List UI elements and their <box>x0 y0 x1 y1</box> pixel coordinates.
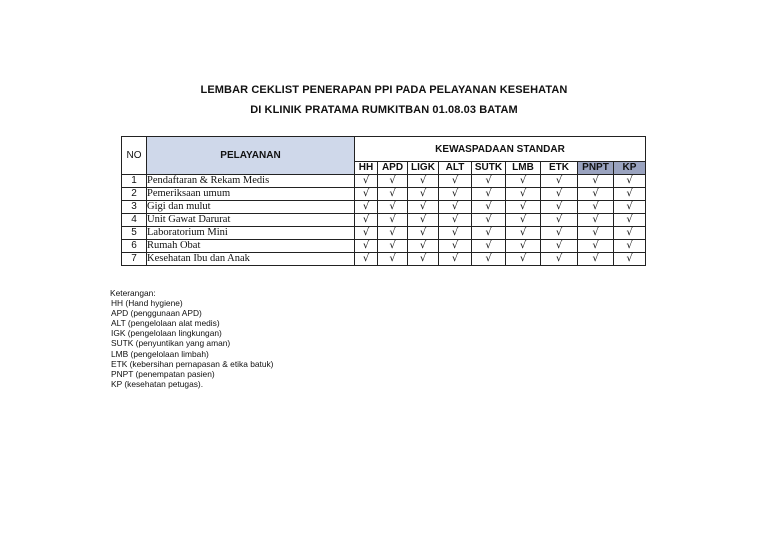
check-mark: √ <box>472 240 506 253</box>
check-mark: √ <box>408 227 439 240</box>
row-number: 7 <box>122 253 147 266</box>
legend-item: LMB (pengelolaan limbah) <box>111 348 209 359</box>
table-row <box>122 175 646 188</box>
legend-item: ETK (kebersihan pernapasan & etika batuk) <box>111 358 274 369</box>
check-mark: √ <box>355 227 378 240</box>
check-mark: √ <box>408 201 439 214</box>
check-mark: √ <box>378 175 408 188</box>
check-mark: √ <box>506 227 541 240</box>
document-title: LEMBAR CEKLIST PENERAPAN PPI PADA PELAYANAN KESEHATAN <box>200 84 568 96</box>
service-name: Kesehatan Ibu dan Anak <box>147 253 355 266</box>
check-mark: √ <box>355 175 378 188</box>
legend <box>110 288 273 389</box>
check-mark: √ <box>408 253 439 266</box>
col-etk: ETK <box>541 162 578 175</box>
check-mark: √ <box>614 201 646 214</box>
check-mark: √ <box>506 175 541 188</box>
check-mark: √ <box>614 227 646 240</box>
service-name: Pemeriksaan umum <box>147 188 355 201</box>
legend-item: PNPT (penempatan pasien) <box>111 368 215 379</box>
col-alt: ALT <box>439 162 472 175</box>
check-mark: √ <box>378 201 408 214</box>
no-header: NO <box>122 137 147 175</box>
check-mark: √ <box>506 214 541 227</box>
check-mark: √ <box>378 188 408 201</box>
check-mark: √ <box>439 253 472 266</box>
check-mark: √ <box>439 227 472 240</box>
check-mark: √ <box>439 201 472 214</box>
table-row <box>122 227 646 240</box>
col-hh: HH <box>355 162 378 175</box>
service-name: Pendaftaran & Rekam Medis <box>147 175 355 188</box>
check-mark: √ <box>408 240 439 253</box>
table-row <box>122 214 646 227</box>
table-row <box>122 240 646 253</box>
service-name: Gigi dan mulut <box>147 201 355 214</box>
legend-heading: Keterangan: <box>110 288 156 298</box>
check-mark: √ <box>355 253 378 266</box>
row-number: 4 <box>122 214 147 227</box>
check-mark: √ <box>472 201 506 214</box>
check-mark: √ <box>614 240 646 253</box>
check-mark: √ <box>378 227 408 240</box>
check-mark: √ <box>355 188 378 201</box>
legend-item: ALT (pengelolaan alat medis) <box>111 318 220 329</box>
row-number: 6 <box>122 240 147 253</box>
check-mark: √ <box>578 188 614 201</box>
check-mark: √ <box>408 175 439 188</box>
legend-item: HH (Hand hygiene) <box>111 298 183 309</box>
check-mark: √ <box>408 214 439 227</box>
col-lmb: LMB <box>506 162 541 175</box>
check-mark: √ <box>614 188 646 201</box>
check-mark: √ <box>541 253 578 266</box>
table-row <box>122 253 646 266</box>
check-mark: √ <box>472 188 506 201</box>
row-number: 3 <box>122 201 147 214</box>
check-mark: √ <box>472 175 506 188</box>
col-sutk: SUTK <box>472 162 506 175</box>
check-mark: √ <box>541 175 578 188</box>
check-mark: √ <box>506 240 541 253</box>
row-number: 2 <box>122 188 147 201</box>
check-mark: √ <box>355 201 378 214</box>
check-mark: √ <box>439 214 472 227</box>
check-mark: √ <box>578 240 614 253</box>
col-kp: KP <box>614 162 646 175</box>
legend-item: APD (penggunaan APD) <box>111 308 202 319</box>
service-name: Laboratorium Mini <box>147 227 355 240</box>
service-name: Unit Gawat Darurat <box>147 214 355 227</box>
check-mark: √ <box>439 188 472 201</box>
col-apd: APD <box>378 162 408 175</box>
col-pnpt: PNPT <box>578 162 614 175</box>
check-mark: √ <box>378 240 408 253</box>
legend-item: SUTK (penyuntikan yang aman) <box>111 338 231 349</box>
check-mark: √ <box>472 227 506 240</box>
check-mark: √ <box>614 214 646 227</box>
check-mark: √ <box>506 201 541 214</box>
row-number: 1 <box>122 175 147 188</box>
check-mark: √ <box>578 201 614 214</box>
check-mark: √ <box>378 253 408 266</box>
check-mark: √ <box>614 253 646 266</box>
document-subtitle: DI KLINIK PRATAMA RUMKITBAN 01.08.03 BATAM <box>250 104 518 116</box>
check-mark: √ <box>541 227 578 240</box>
check-mark: √ <box>355 214 378 227</box>
check-mark: √ <box>472 253 506 266</box>
check-mark: √ <box>408 188 439 201</box>
checklist-table <box>121 136 646 266</box>
col-ligk: LIGK <box>408 162 439 175</box>
check-mark: √ <box>439 240 472 253</box>
check-mark: √ <box>506 253 541 266</box>
check-mark: √ <box>472 214 506 227</box>
check-mark: √ <box>378 214 408 227</box>
legend-item: KP (kesehatan petugas). <box>111 378 204 389</box>
check-mark: √ <box>541 188 578 201</box>
check-mark: √ <box>439 175 472 188</box>
standard-precautions-header: KEWASPADAAN STANDAR <box>355 137 646 162</box>
service-name: Rumah Obat <box>147 240 355 253</box>
check-mark: √ <box>578 253 614 266</box>
check-mark: √ <box>614 175 646 188</box>
check-mark: √ <box>355 240 378 253</box>
check-mark: √ <box>506 188 541 201</box>
check-mark: √ <box>541 201 578 214</box>
check-mark: √ <box>578 227 614 240</box>
check-mark: √ <box>541 214 578 227</box>
check-mark: √ <box>578 175 614 188</box>
legend-item: IGK (pengelolaan lingkungan) <box>111 328 222 339</box>
table-row <box>122 201 646 214</box>
check-mark: √ <box>578 214 614 227</box>
check-mark: √ <box>541 240 578 253</box>
service-header: PELAYANAN <box>147 137 355 175</box>
table-row <box>122 188 646 201</box>
row-number: 5 <box>122 227 147 240</box>
